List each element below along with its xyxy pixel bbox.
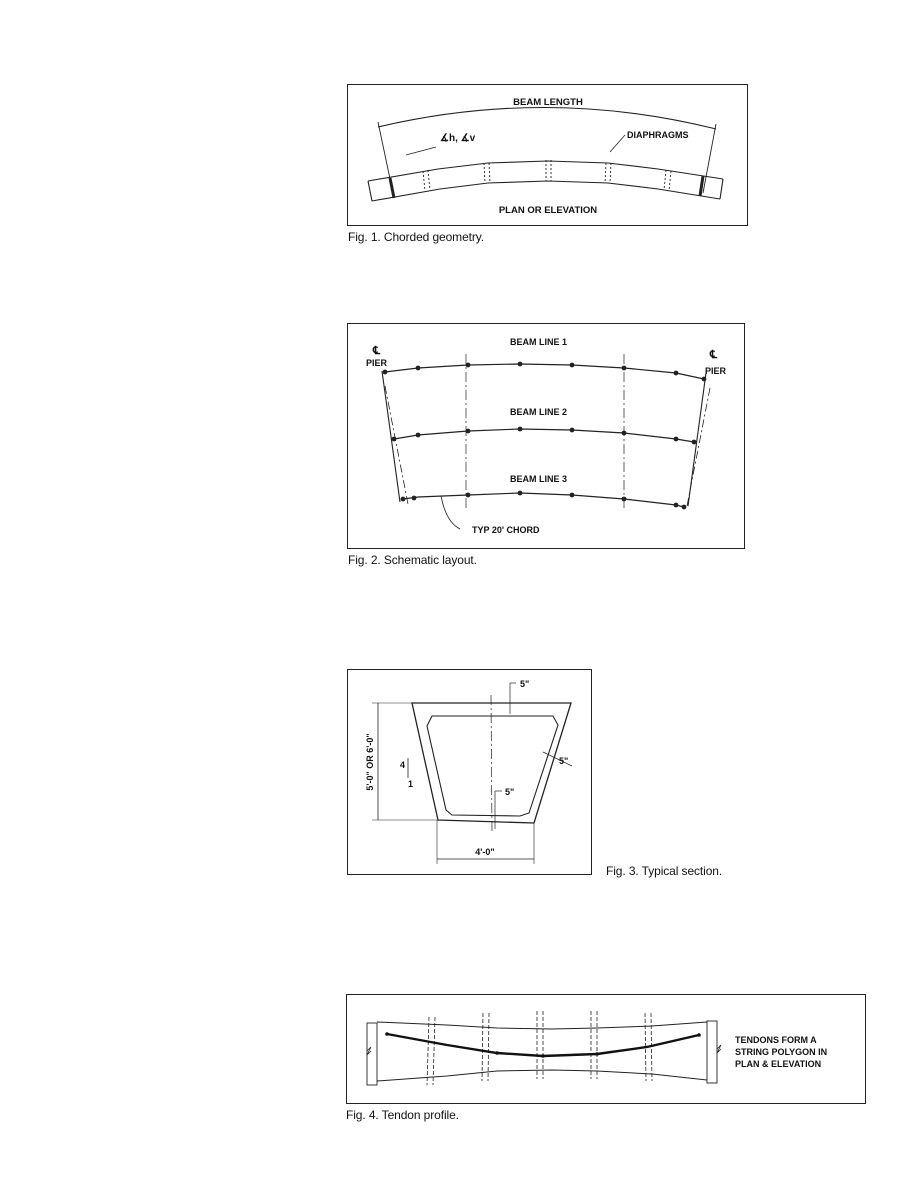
box-inner-void [427,716,558,816]
left-pier-line [382,371,400,502]
figure-4-drawing [347,995,865,1103]
beam-line-1 [385,364,704,379]
figure-2-caption: Fig. 2. Schematic layout. [348,553,477,567]
beam-left-end [368,181,372,201]
beam-right-end [720,179,723,199]
left-pier-label: PIER [366,358,388,368]
right-cl-symbol: ℄ [710,349,718,361]
right-extension-line [703,124,716,193]
chord-points [383,362,707,510]
slope-rise-label: 4 [400,760,406,770]
typ-chord-label: TYP 20' CHORD [472,525,540,535]
figure-1-drawing [348,85,747,225]
bottom-thickness-label: 5" [505,787,515,797]
beam-line-3 [403,493,684,507]
width-label: 4'-0" [475,847,495,857]
figure-3-caption: Fig. 3. Typical section. [606,864,723,878]
plan-or-elevation-label: PLAN OR ELEVATION [498,205,598,216]
beam-line-1-label: BEAM LINE 1 [510,337,568,347]
web-thickness-label: 5" [559,756,569,766]
beam-bottom-edge [377,1070,707,1081]
figure-1-caption: Fig. 1. Chorded geometry. [348,230,485,244]
note-line-2: STRING POLYGON IN [735,1047,828,1057]
right-end-block [700,176,703,196]
left-pier-centerline [385,386,408,504]
figure-4-caption: Fig. 4. Tendon profile. [346,1108,459,1122]
right-pier-label: PIER [705,366,727,376]
top-thickness-label: 5" [520,679,530,689]
right-bearing [707,1021,717,1083]
note-line-1: TENDONS FORM A [735,1035,817,1045]
right-pier-centerline [687,388,710,506]
chord-leader [441,496,460,529]
left-end-block [390,178,394,198]
right-break-mark [717,1045,721,1053]
angle-indicator-line [406,147,436,155]
beam-line-2 [394,429,694,442]
beam-length-label: BEAM LENGTH [513,97,583,108]
left-cl-symbol: ℄ [373,345,381,357]
height-label: 5'-0" OR 6'-0" [365,733,375,791]
beam-top-edge [368,161,723,181]
figure-3-typical-section [347,669,592,875]
figure-4-tendon-profile [346,994,866,1104]
figure-2-drawing [348,324,744,548]
slope-run-label: 1 [408,779,414,789]
figure-2-schematic-layout [347,323,745,549]
beam-line-3-label: BEAM LINE 3 [510,474,568,484]
beam-length-dimension-line [378,107,716,129]
beam-top-edge [377,1022,707,1029]
angle-label: ∡h, ∡v [440,133,476,144]
figure-3-drawing [348,670,591,874]
note-line-3: PLAN & ELEVATION [735,1059,822,1069]
diaphragms-label: DIAPHRAGMS [627,130,689,140]
diaphragms-leader [610,135,625,152]
left-break-mark [367,1047,371,1055]
beam-line-2-label: BEAM LINE 2 [510,407,568,417]
figure-1-chorded-geometry [347,84,748,226]
